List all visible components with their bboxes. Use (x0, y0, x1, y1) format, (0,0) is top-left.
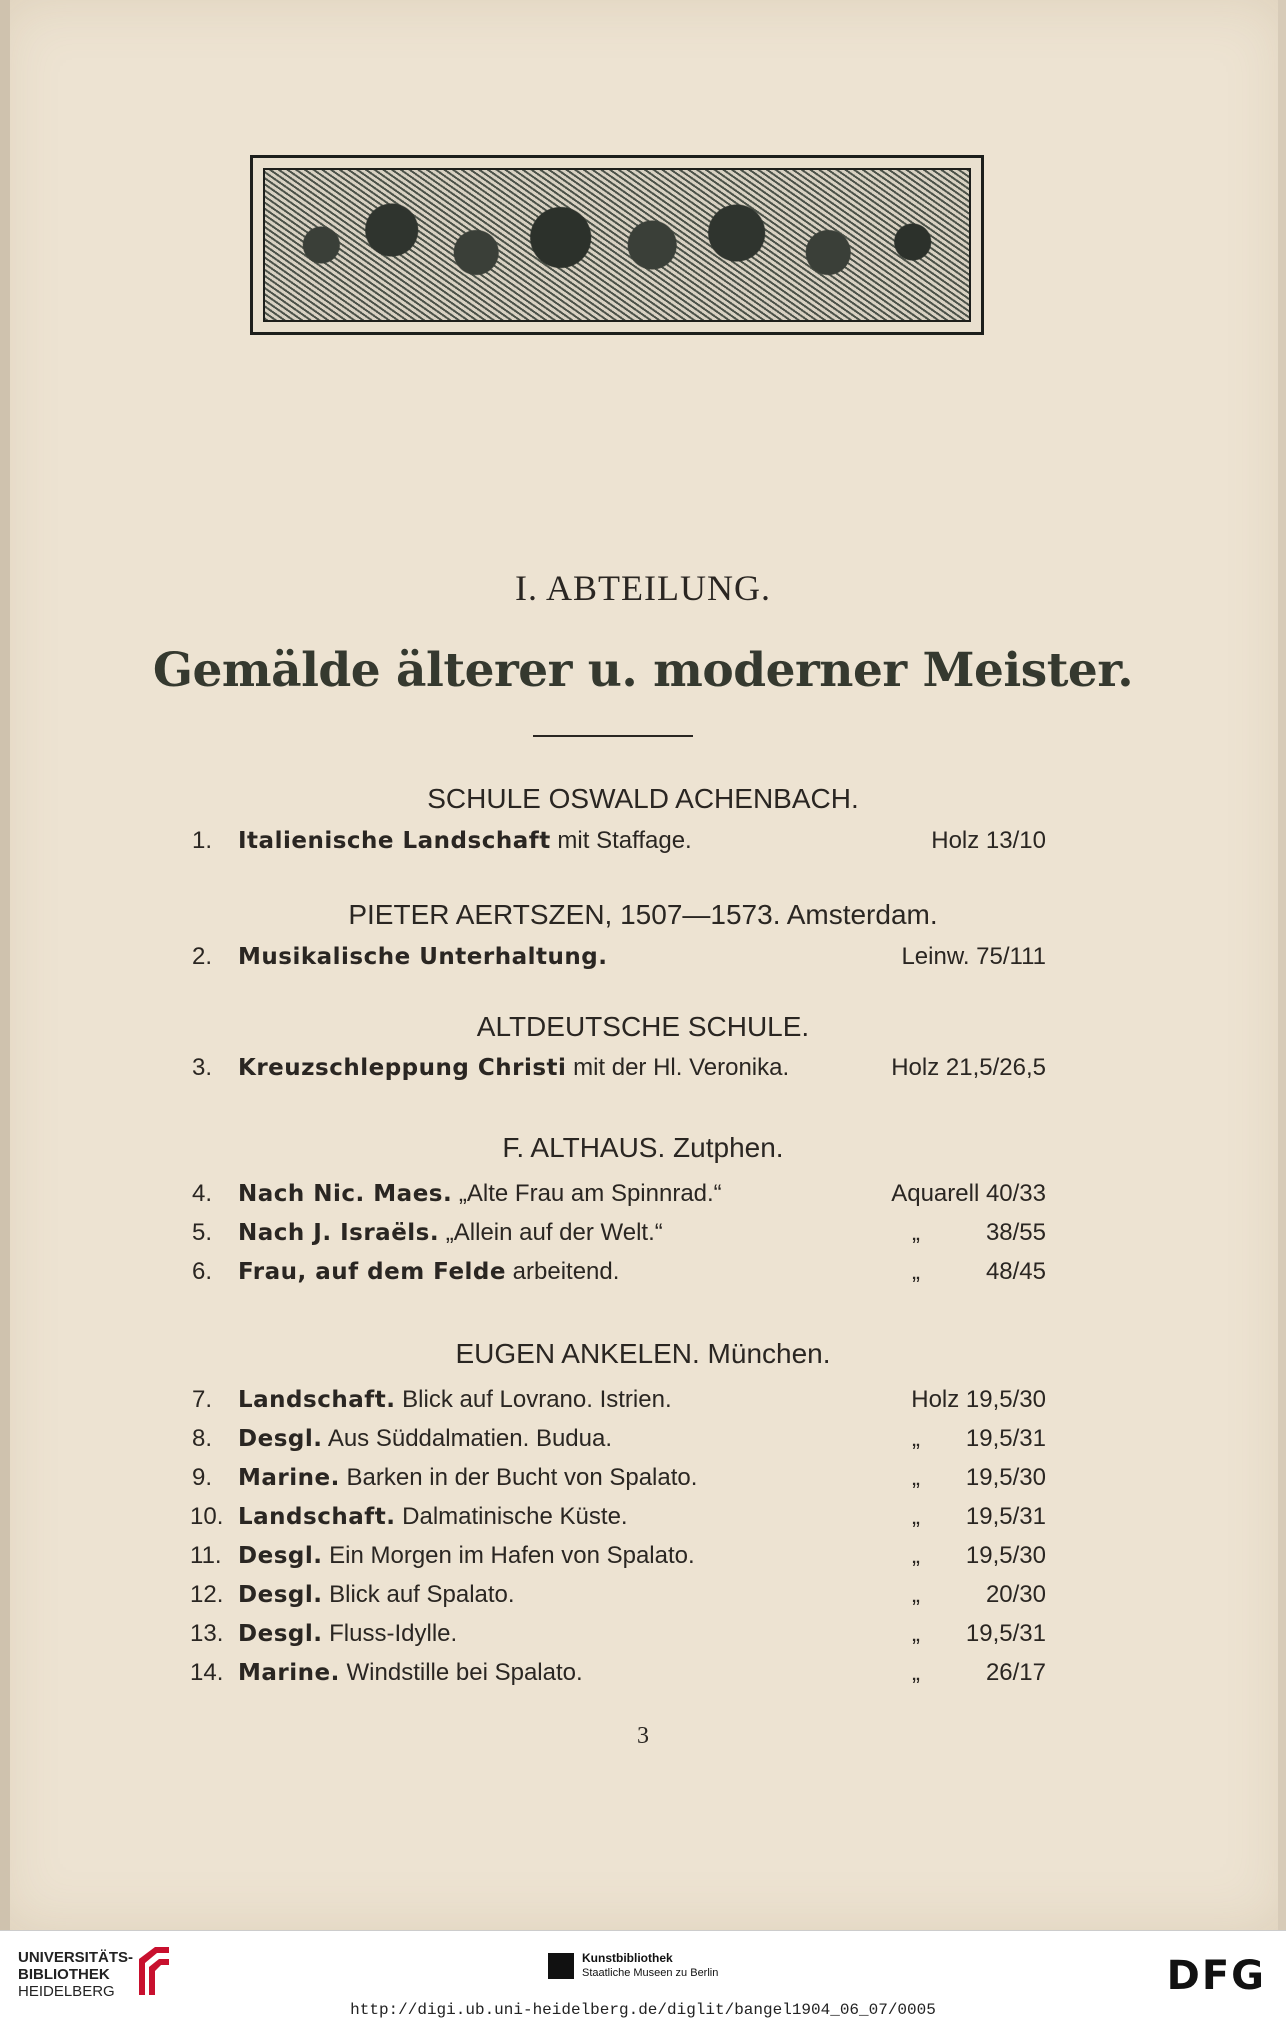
entry-description: Blick auf Lovrano. Istrien. (395, 1386, 672, 1413)
entry-number: 8. (191, 1425, 212, 1452)
entry-medium: 19,5/30 (965, 1464, 1046, 1491)
entry-description: „Alte Frau am Spinnrad.“ (452, 1180, 722, 1207)
entry-description: Ein Morgen im Hafen von Spalato. (322, 1542, 695, 1569)
entry-description: Blick auf Spalato. (322, 1581, 515, 1608)
entry-number: 1. (191, 827, 212, 854)
footer-bar (0, 1930, 1286, 2023)
entry-title: Desgl. Aus Süddalmatien. Budua. (238, 1425, 613, 1452)
entry-description: Aus Süddalmatien. Budua. (322, 1425, 613, 1452)
entry-number: 5. (191, 1219, 212, 1246)
entry-description: arbeitend. (506, 1258, 620, 1285)
entry-medium: Aquarell 40/33 (891, 1180, 1046, 1207)
catalog-entry (190, 827, 1046, 863)
ditto-mark: „ (912, 1542, 920, 1569)
kunstbibliothek-square-icon (548, 1953, 574, 1979)
page-number: 3 (637, 1723, 649, 1749)
kunstbibliothek-logo[interactable] (548, 1945, 748, 1985)
entry-number: 14. (190, 1659, 224, 1686)
ditto-mark: „ (912, 1620, 920, 1647)
entry-medium: 20/30 (985, 1581, 1046, 1608)
entry-medium: Holz 13/10 (931, 827, 1046, 854)
entry-description: Windstille bei Spalato. (339, 1659, 583, 1686)
ditto-mark: „ (912, 1581, 920, 1608)
entry-description: Fluss-Idylle. (322, 1620, 458, 1647)
catalog-entry (190, 1464, 1046, 1500)
catalog-entry (190, 1219, 1046, 1255)
entry-title: Musikalische Unterhaltung. (238, 944, 608, 970)
entry-title: Nach Nic. Maes. „Alte Frau am Spinnrad.“ (238, 1180, 722, 1207)
artist-heading: SCHULE OSWALD ACHENBACH. (427, 783, 859, 814)
entry-title: Marine. Windstille bei Spalato. (238, 1659, 583, 1686)
catalog-entry (190, 1054, 1046, 1090)
library-line: BIBLIOTHEK (18, 1966, 110, 1983)
entry-medium: 19,5/31 (965, 1503, 1046, 1530)
entry-number: 2. (191, 943, 212, 970)
entry-description: Dalmatinische Küste. (395, 1503, 628, 1530)
entry-number: 11. (190, 1542, 222, 1569)
main-title: Gemälde älterer u. moderner Meister. (152, 643, 1134, 698)
catalog-entry (190, 1180, 1046, 1216)
artist-heading: EUGEN ANKELEN. München. (455, 1338, 831, 1369)
entry-medium: 19,5/30 (965, 1542, 1046, 1569)
entry-medium: 19,5/31 (965, 1620, 1046, 1647)
entry-title: Landschaft. Blick auf Lovrano. Istrien. (238, 1386, 672, 1413)
dfg-logo[interactable]: DFG (1166, 1953, 1266, 1999)
entry-number: 3. (191, 1054, 212, 1081)
entry-title: Nach J. Israëls. „Allein auf der Welt.“ (238, 1219, 663, 1246)
kb-subtitle: Staatliche Museen zu Berlin (582, 1967, 719, 1979)
entry-number: 10. (190, 1503, 224, 1530)
ditto-mark: „ (912, 1258, 920, 1285)
entry-number: 6. (191, 1258, 212, 1285)
entry-title: Kreuzschleppung Christi mit der Hl. Veronika. (238, 1054, 790, 1081)
library-line: UNIVERSITÄTS- (18, 1949, 134, 1966)
entry-description: mit der Hl. Veronika. (566, 1054, 790, 1081)
ditto-mark: „ (912, 1503, 920, 1530)
entry-title: Desgl. Ein Morgen im Hafen von Spalato. (238, 1542, 695, 1569)
catalog-entry (190, 1542, 1046, 1578)
entry-number: 7. (191, 1386, 212, 1413)
page-edge-right (1278, 0, 1286, 1930)
catalog-entry (190, 1386, 1046, 1422)
entry-description: „Allein auf der Welt.“ (439, 1219, 663, 1246)
entry-description: mit Staffage. (550, 827, 692, 854)
ditto-mark: „ (912, 1464, 920, 1491)
catalog-entry (190, 1503, 1046, 1539)
entry-medium: Leinw. 75/111 (901, 943, 1046, 970)
ditto-mark: „ (912, 1425, 920, 1452)
entry-number: 13. (190, 1620, 224, 1647)
entry-number: 12. (190, 1581, 224, 1608)
ditto-mark: „ (912, 1219, 920, 1246)
entry-title: Desgl. Fluss-Idylle. (238, 1620, 458, 1647)
ditto-mark: „ (912, 1659, 920, 1686)
artist-heading: PIETER AERTSZEN, 1507—1573. Amsterdam. (348, 899, 938, 930)
catalog-entry (190, 1620, 1046, 1656)
source-url[interactable]: http://digi.ub.uni-heidelberg.de/diglit/bangel1904_06_07/0005 (350, 2001, 936, 2019)
entry-title: Frau, auf dem Felde arbeitend. (238, 1258, 620, 1285)
artist-heading: F. ALTHAUS. Zutphen. (502, 1132, 784, 1163)
section-label: I. ABTEILUNG. (515, 568, 771, 608)
entry-medium: Holz 21,5/26,5 (891, 1054, 1046, 1081)
entry-title: Marine. Barken in der Bucht von Spalato. (238, 1464, 698, 1491)
ornamental-vignette-icon (250, 155, 984, 335)
page-edge-left (0, 0, 10, 1930)
ub-heidelberg-logo[interactable] (18, 1949, 133, 2000)
entry-medium: 19,5/31 (965, 1425, 1046, 1452)
entry-medium: 26/17 (985, 1659, 1046, 1686)
entry-title: Italienische Landschaft mit Staffage. (238, 827, 692, 854)
entry-description: Barken in der Bucht von Spalato. (339, 1464, 698, 1491)
entry-title: Desgl. Blick auf Spalato. (238, 1581, 515, 1608)
catalog-entry (190, 1425, 1046, 1461)
catalog-entry (190, 1659, 1046, 1695)
vignette-engraving (263, 168, 971, 322)
ub-heidelberg-mark-icon (135, 1941, 173, 2001)
entry-medium: 48/45 (985, 1258, 1046, 1285)
entry-number: 4. (191, 1180, 212, 1207)
entry-medium: Holz 19,5/30 (911, 1386, 1046, 1413)
title-divider (533, 735, 693, 737)
catalog-entry (190, 1581, 1046, 1617)
entry-medium: 38/55 (985, 1219, 1046, 1246)
kb-name: Kunstbibliothek (582, 1951, 673, 1965)
entry-number: 9. (191, 1464, 212, 1491)
entry-title: Landschaft. Dalmatinische Küste. (238, 1503, 628, 1530)
catalog-entry (190, 943, 1046, 979)
library-line: HEIDELBERG (18, 1983, 115, 2000)
catalog-entry (190, 1258, 1046, 1294)
artist-heading: ALTDEUTSCHE SCHULE. (476, 1011, 810, 1042)
